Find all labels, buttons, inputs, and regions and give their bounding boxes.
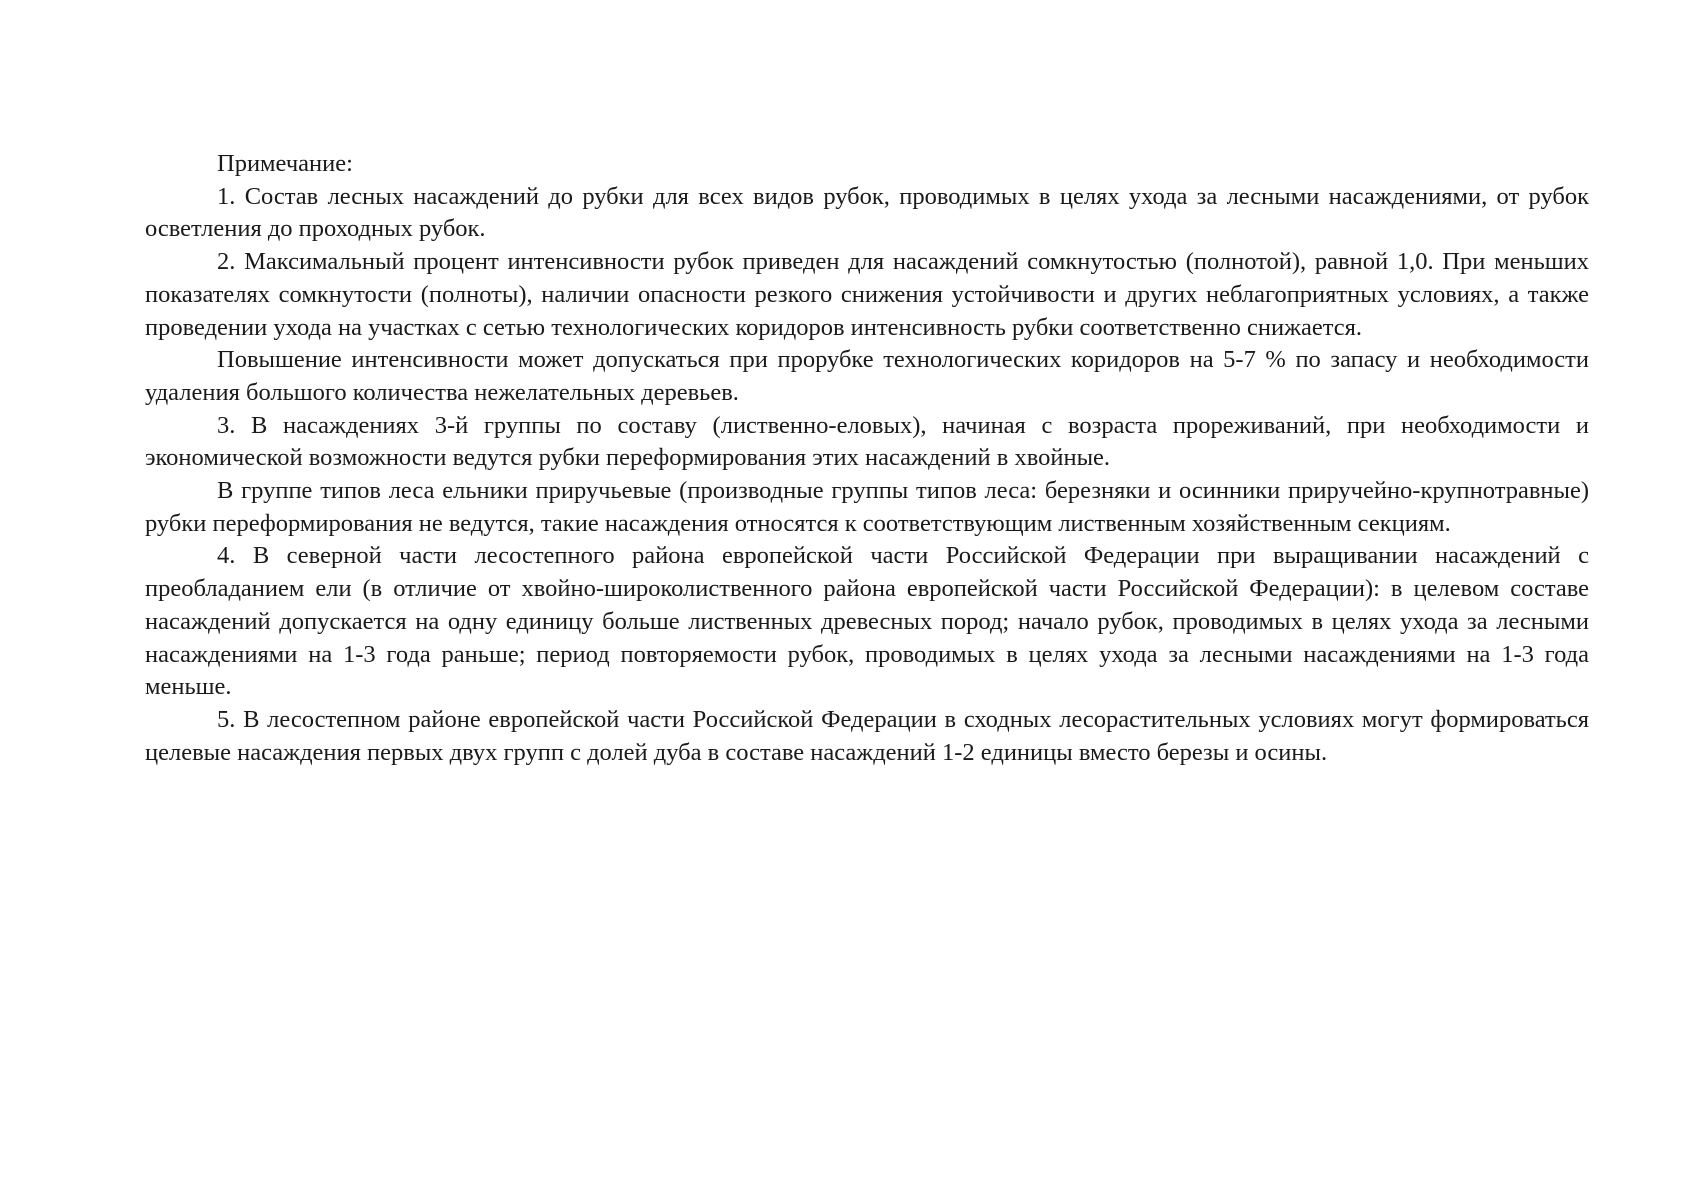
note-heading: Примечание: [217,150,353,177]
note-paragraph-2-continued: Повышение интенсивности может допускаться при прорубке технологических коридоров на 5-7 % по запасу и необходимости удаления большого количества нежелательных деревьев. [145,346,1589,406]
note-paragraph-5: 5. В лесостепном районе европейской части Российской Федерации в сходных лесорастительных условиях могут формироваться целевые насаждения первых двух групп с долей дуба в составе насаждений 1-2 единицы вместо березы и осины. [145,705,1589,766]
document-page [145,148,1589,769]
note-paragraph-3-continued: В группе типов леса ельники приручьевые (производные группы типов леса: березняки и осинники приручейно-крупнотравные) рубки переформирования не ведутся, такие насаждения относятся к соответствующим лиственным хозяйственным секциям. [145,477,1589,537]
note-paragraph-4: 4. В северной части лесостепного района европейской части Российской Федерации при выращивании насаждений с преобладанием ели (в отличие от хвойно-широколиственного района европейской части Российской Федерации): в целевом составе насаждений допускается на одну единицу больше лиственных древесных пород; начало рубок, проводимых в целях ухода за лесными насаждениями на 1-3 года раньше; период повторяемости рубок, проводимых в целях ухода за лесными насаждениями на 1-3 года меньше. [145,542,1589,701]
note-paragraph-3: 3. В насаждениях 3-й группы по составу (лиственно-еловых), начиная с возраста прореживаний, при необходимости и экономической возможности ведутся рубки переформирования этих насаждений в хвойные. [145,411,1589,472]
note-paragraph-2: 2. Максимальный процент интенсивности рубок приведен для насаждений сомкнутостью (полнотой), равной 1,0. При меньших показателях сомкнутости (полноты), наличии опасности резкого снижения устойчивости и других неблагоприятных условиях, а также проведении ухода на участках с сетью технологических коридоров интенсивность рубки соответственно снижается. [145,248,1589,341]
note-paragraph-1: 1. Состав лесных насаждений до рубки для всех видов рубок, проводимых в целях ухода за лесными насаждениями, от рубок осветления до проходных рубок. [145,182,1589,243]
